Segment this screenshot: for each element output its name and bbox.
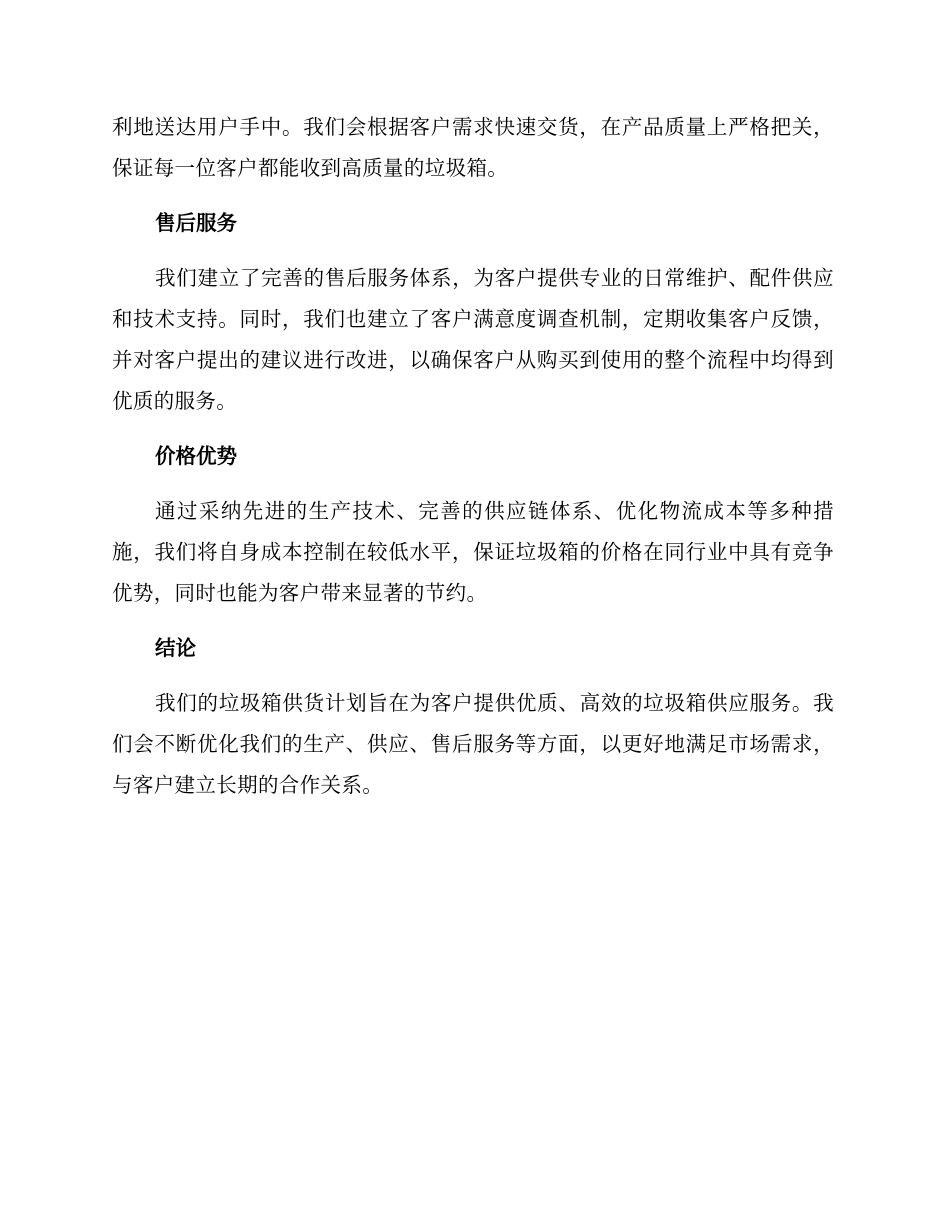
spacer	[112, 244, 834, 258]
spacer	[112, 189, 834, 203]
section-heading-price-advantage: 价格优势	[155, 444, 237, 468]
spacer	[112, 614, 834, 628]
spacer	[112, 669, 834, 683]
section-paragraph-after-sales: 我们建立了完善的售后服务体系，为客户提供专业的日常维护、配件供应和技术支持。同时，我们也建立了客户满意度调查机制，定期收集客户反馈，并对客户提出的建议进行改进，以确保客户从购买到使用的整个流程中均得到优质的服务。	[112, 266, 834, 413]
section-heading-conclusion: 结论	[155, 636, 196, 660]
continued-paragraph: 利地送达用户手中。我们会根据客户需求快速交货，在产品质量上严格把关，保证每一位客户都能收到高质量的垃圾箱。	[112, 115, 834, 180]
spacer	[112, 477, 834, 491]
section-paragraph-price-advantage: 通过采纳先进的生产技术、完善的供应链体系、优化物流成本等多种措施，我们将自身成本控制在较低水平，保证垃圾箱的价格在同行业中具有竞争优势，同时也能为客户带来显著的节约。	[112, 499, 834, 605]
spacer	[112, 422, 834, 436]
section-heading-after-sales: 售后服务	[155, 211, 237, 235]
document-body	[112, 107, 834, 806]
section-paragraph-conclusion: 我们的垃圾箱供货计划旨在为客户提供优质、高效的垃圾箱供应服务。我们会不断优化我们的生产、供应、售后服务等方面，以更好地满足市场需求，与客户建立长期的合作关系。	[112, 691, 834, 797]
